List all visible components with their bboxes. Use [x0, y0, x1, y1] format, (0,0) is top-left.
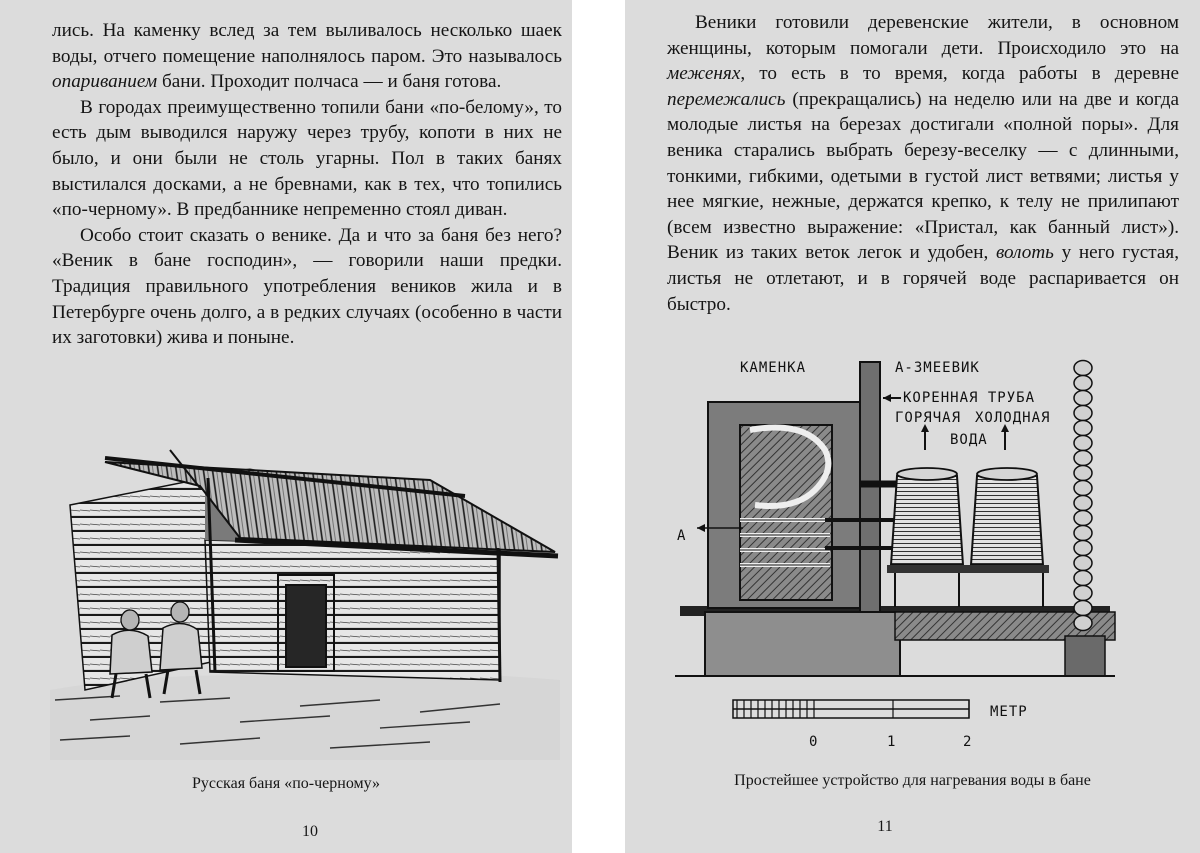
text-run: , то есть в то время, когда работы в деревне — [740, 63, 1179, 85]
pole-bead — [1074, 361, 1092, 376]
text-run: В городах преимущественно топили бани «по-белому», то есть дым выводился наружу через трубу, копоти в них не было, и они были не столь угарны. Пол в таких банях выстилался досками, а не бревнами, как в тех, что топились «по-черному». В предбаннике непременно стоял диван. — [52, 96, 562, 221]
label-metr: МЕТР — [990, 704, 1028, 720]
label-voda: ВОДА — [950, 432, 988, 448]
label-zmeevik: А-ЗМЕЕВИК — [895, 360, 980, 376]
pole-bead — [1074, 391, 1092, 406]
label-goryachaya: ГОРЯЧАЯ — [895, 410, 962, 426]
pole-bead — [1074, 376, 1092, 391]
black-bathhouse-illustration — [0, 0, 572, 853]
right-page — [625, 0, 1200, 853]
pole-bead — [1074, 406, 1092, 421]
scale-label-1: 1 — [887, 734, 897, 750]
text-run: бани. Проходит полчаса — и баня готова. — [157, 71, 502, 93]
pole-bead — [1074, 421, 1092, 436]
pole-bead — [1074, 571, 1092, 586]
text-run: у него густая, листья не отлетают, и в горячей воде распаривается он быстро. — [667, 242, 1179, 315]
scale-label-2: 2 — [963, 734, 973, 750]
beaded-pole — [1074, 361, 1092, 631]
pole-bead — [1074, 541, 1092, 556]
italic-term: опариванием — [52, 71, 158, 93]
right-page-number: 11 — [877, 818, 893, 835]
italic-term: меженях — [667, 63, 741, 85]
label-korennaya-truba: КОРЕННАЯ ТРУБА — [903, 390, 1036, 406]
pole-bead — [1074, 511, 1092, 526]
text-run: лись. На каменку вслед за тем выливалось несколько шаек воды, отчего помещение наполнялось паром. Это называлось — [52, 20, 562, 67]
pole-bead — [1074, 526, 1092, 541]
label-holodnaya: ХОЛОДНАЯ — [975, 410, 1051, 426]
text-run: Особо стоит сказать о венике. Да и что за баня без него? «Веник в бане господин», — говорили наши предки. Традиция правильного употребления веников жила и в Петербурге очень долго, а в редких случаях (особенно в части их заготовки) жива и поныне. — [52, 224, 562, 349]
pole-bead — [1074, 601, 1092, 616]
pole-bead — [1074, 616, 1092, 631]
pole-bead — [1074, 451, 1092, 466]
text-run: (прекращались) на неделю или на две и когда молодые листья на березах достигали «полной поры». Для веника старались выбрать березу-веселку — с длинными, тонкими, гибкими, одетыми в густой лист ветвями; листья у нее мягкие, нежные, держатся крепко, к телу не прилипают (всем известно выражение: «Пристал, как банный лист»). Веник из таких веток легок и удобен, — [667, 88, 1179, 264]
left-page-number: 10 — [302, 823, 318, 840]
water-heating-diagram — [625, 0, 1200, 853]
pole-bead — [1074, 436, 1092, 451]
label-a: А — [677, 528, 687, 544]
text-run: Веники готовили деревенские жители, в основном женщины, которым помогали дети. Происходило это на — [667, 12, 1179, 59]
left-page — [0, 0, 572, 853]
italic-term: перемежались — [667, 88, 786, 110]
left-figure-caption: Русская баня «по-черному» — [191, 775, 381, 792]
scale-label-0: 0 — [809, 734, 819, 750]
right-figure-caption: Простейшее устройство для нагревания воды в бане — [734, 772, 1091, 789]
pole-bead — [1074, 466, 1092, 481]
pole-bead — [1074, 481, 1092, 496]
pole-bead — [1074, 496, 1092, 511]
italic-term: волоть — [995, 242, 1054, 264]
pole-bead — [1074, 556, 1092, 571]
pole-bead — [1074, 586, 1092, 601]
label-kamenka: КАМЕНКА — [740, 360, 807, 376]
